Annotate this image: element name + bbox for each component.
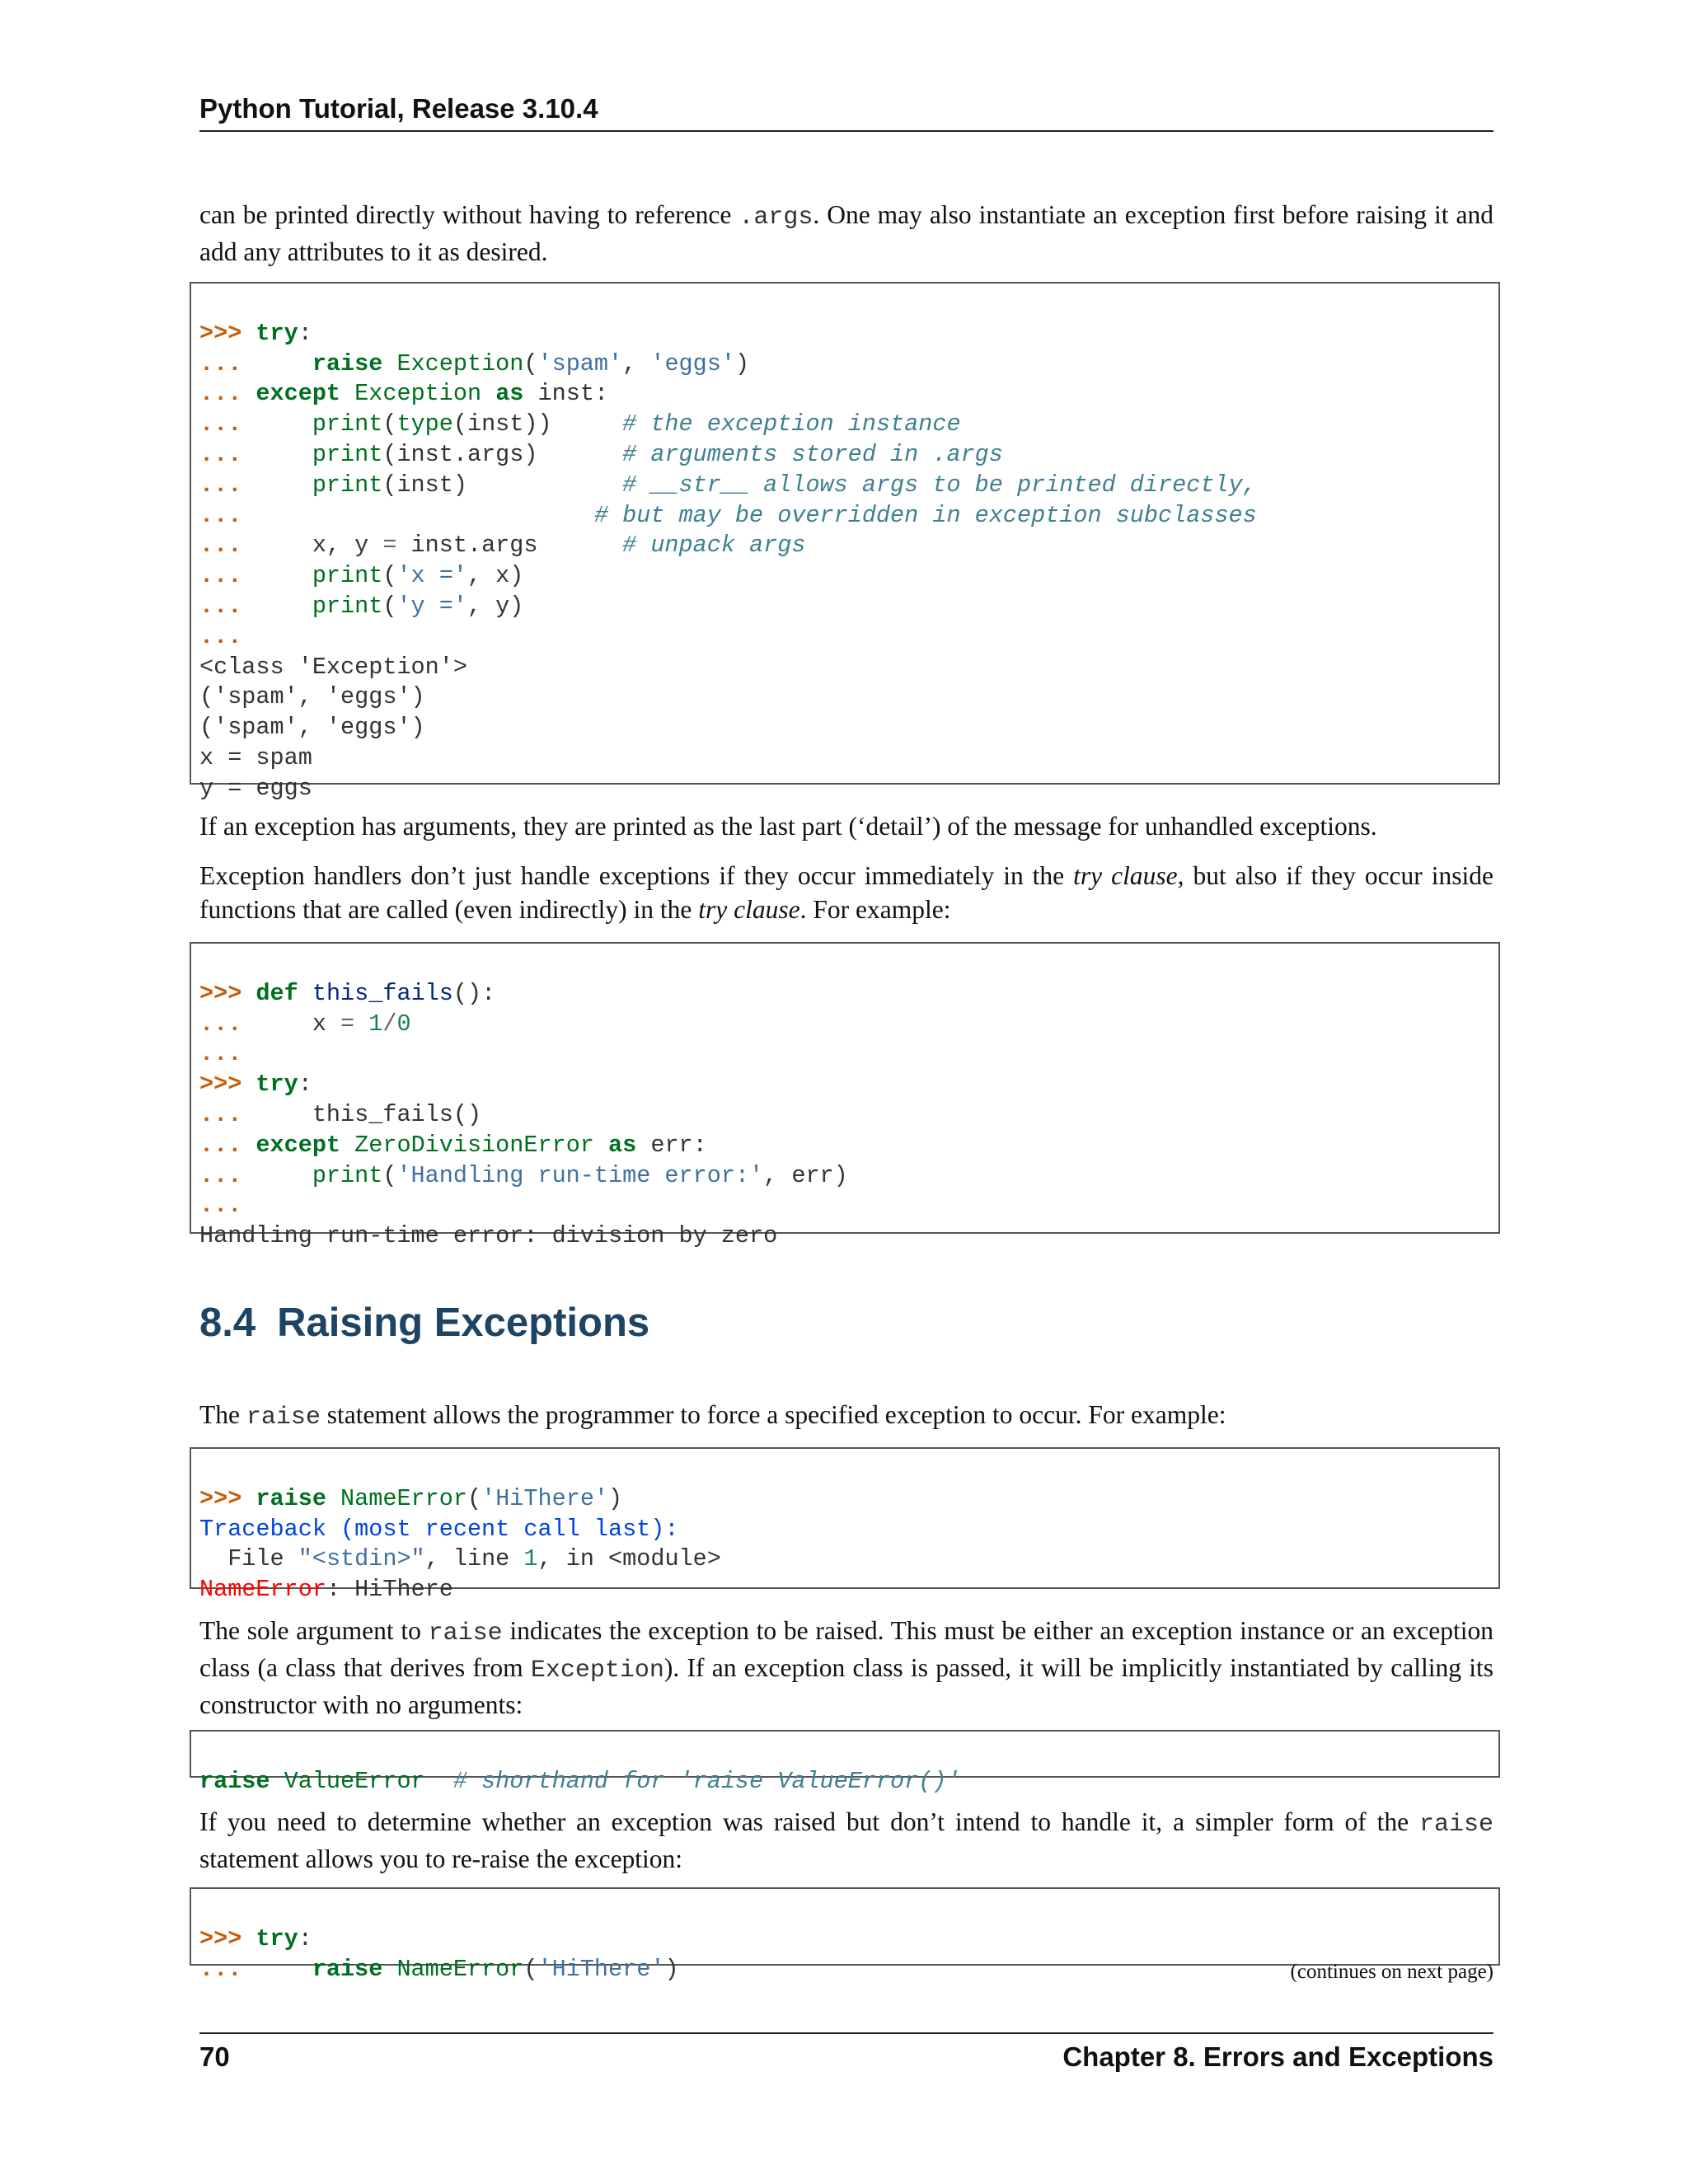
code-line: ... x = 1/0 <box>199 1010 411 1038</box>
footer-rule <box>199 2032 1493 2034</box>
code-line: >>> try: <box>199 319 312 347</box>
code-line: ... except Exception as inst: <box>199 380 609 408</box>
footer-page-number: 70 <box>199 2041 230 2072</box>
paragraph-reraise: If you need to determine whether an exception was raised but don’t intend to handle it, a simpler form of the raise statement allows you to re-raise the exception: <box>199 1807 1493 1873</box>
code-line: raise ValueError # shorthand for 'raise ValueError()' <box>199 1767 961 1795</box>
code-line: ... print('x =', x) <box>199 562 524 590</box>
section-heading <box>199 1298 649 1347</box>
code-line: ... print('Handling run-time error:', err) <box>199 1161 848 1189</box>
paragraph-sole-argument: The sole argument to raise indicates the exception to be raised. This must be either an exception instance or an exception class (a class that derives from Exception). If an exception class is passed, it will be implicitly instantiated by calling its constructor with no arguments: <box>199 1616 1493 1719</box>
code-block-exception-instance <box>190 282 1500 802</box>
running-header: Python Tutorial, Release 3.10.4 <box>199 93 598 124</box>
code-output-line: <class 'Exception'> <box>199 653 467 681</box>
inline-code-raise: raise <box>246 1404 321 1432</box>
header-rule <box>199 130 1493 132</box>
intro-paragraph <box>199 198 1493 269</box>
code-line: Traceback (most recent call last): <box>199 1515 679 1543</box>
code-line: ... print(inst) # __str__ allows args to be printed directly, <box>199 471 1257 499</box>
code-output-line: ('spam', 'eggs') <box>199 683 425 711</box>
code-block-raise-valueerror <box>190 1730 1500 1795</box>
code-output-line: ('spam', 'eggs') <box>199 714 425 742</box>
code-line: >>> raise NameError('HiThere') <box>199 1484 623 1512</box>
code-line: ... # but may be overridden in exception subclasses <box>199 501 1257 529</box>
inline-code-raise: raise <box>428 1619 503 1647</box>
intro-text-1: can be printed directly without having to reference <box>199 200 739 229</box>
code-line: >>> try: <box>199 1071 312 1099</box>
inline-code-raise: raise <box>1418 1811 1493 1839</box>
code-block-this-fails <box>190 942 1500 1250</box>
code-output-line: x = spam <box>199 743 312 771</box>
paragraph-unhandled-args: If an exception has arguments, they are printed as the last part (‘detail’) of the message for unhandled exceptions. <box>199 812 1377 841</box>
section-title-text: Raising Exceptions <box>277 1301 650 1345</box>
section-number: 8.4 <box>199 1301 256 1345</box>
intro-text-2: . One may also instantiate an exception first before raising it and add any attributes to it as desired. <box>199 200 1493 266</box>
code-line: ... print(type(inst)) # the exception instance <box>199 410 961 438</box>
inline-code-exception: Exception <box>530 1657 664 1685</box>
code-output-line: y = eggs <box>199 774 312 802</box>
footer-chapter-title: Chapter 8. Errors and Exceptions <box>1062 2041 1493 2072</box>
code-line: ... print(inst.args) # arguments stored in .args <box>199 440 1003 468</box>
code-block-raise-nameerror <box>190 1447 1500 1604</box>
code-line: >>> try: <box>199 1924 312 1952</box>
code-line: NameError: HiThere <box>199 1576 453 1604</box>
code-line: >>> def this_fails(): <box>199 979 496 1007</box>
code-line: ... raise NameError('HiThere') <box>199 1955 679 1983</box>
code-output-line: Handling run-time error: division by zero <box>199 1222 778 1250</box>
code-line: ... <box>199 1040 242 1068</box>
continues-on-next-page-note: (continues on next page) <box>1290 1961 1493 1983</box>
code-line: File "<stdin>", line 1, in <module> <box>199 1545 721 1573</box>
inline-code-args: .args <box>738 204 814 232</box>
code-line: ... print('y =', y) <box>199 592 524 620</box>
code-line: ... except ZeroDivisionError as err: <box>199 1131 707 1159</box>
code-line: ... <box>199 622 242 650</box>
code-line: ... x, y = inst.args # unpack args <box>199 532 806 560</box>
code-line: ... this_fails() <box>199 1100 482 1128</box>
paragraph-exception-handlers: Exception handlers don’t just handle exceptions if they occur immediately in the try clause, but also if they occur inside functions that are called (even indirectly) in the try clause. For example: <box>199 861 1494 924</box>
paragraph-raise-statement: The raise statement allows the programmer to force a specified exception to occur. For example: <box>199 1400 1226 1432</box>
code-line: ... raise Exception('spam', 'eggs') <box>199 349 750 377</box>
code-line: ... <box>199 1192 242 1220</box>
